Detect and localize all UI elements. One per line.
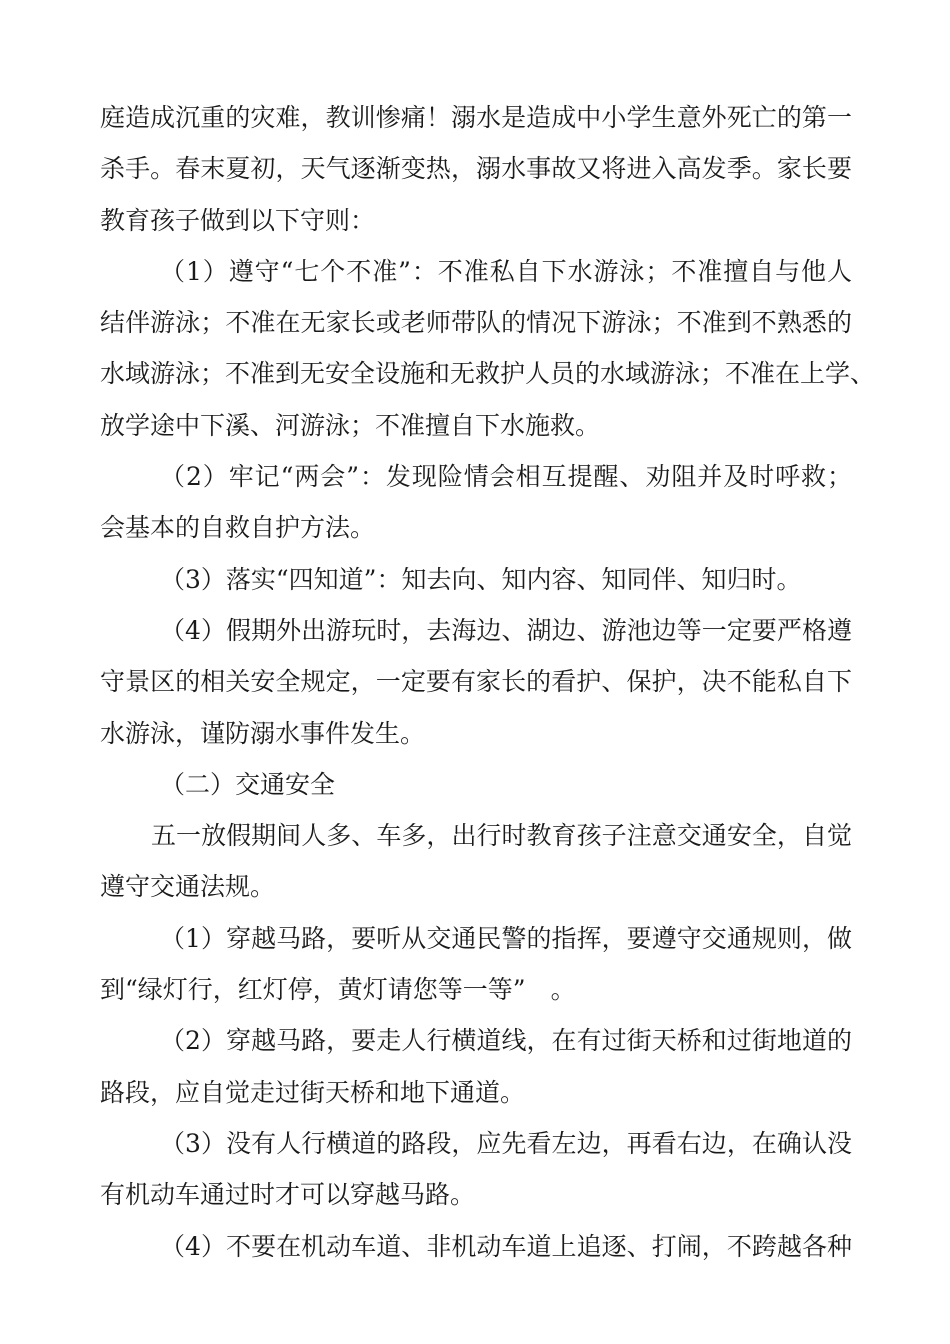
text-line: 水域游泳；不准到无安全设施和无救护人员的水域游泳；不准在上学、 bbox=[100, 359, 876, 389]
text-line: （4）不要在机动车道、非机动车道上追逐、打闹，不跨越各种 bbox=[160, 1231, 852, 1261]
text-line: （2）牢记“两会”：发现险情会相互提醒、劝阻并及时呼救； bbox=[160, 462, 852, 492]
text-line: 结伴游泳；不准在无家长或老师带队的情况下游泳；不准到不熟悉的 bbox=[100, 308, 852, 338]
text-line: 到“绿灯行，红灯停，黄灯请您等一等” 。 bbox=[100, 975, 576, 1005]
text-line: 放学途中下溪、河游泳；不准擅自下水施救。 bbox=[100, 410, 601, 440]
document-body bbox=[100, 92, 876, 1272]
section-heading: （二）交通安全 bbox=[160, 769, 336, 799]
text-line: （1）遵守“七个不准”：不准私自下水游泳；不准擅自与他人 bbox=[160, 256, 852, 286]
text-line: （3）落实“四知道”：知去向、知内容、知同伴、知归时。 bbox=[160, 564, 802, 594]
text-line: 会基本的自救自护方法。 bbox=[100, 513, 376, 543]
text-line: （1）穿越马路，要听从交通民警的指挥，要遵守交通规则，做 bbox=[160, 923, 852, 953]
text-line: （2）穿越马路，要走人行横道线，在有过街天桥和过街地道的 bbox=[160, 1026, 852, 1056]
text-line: （4）假期外出游玩时，去海边、湖边、游池边等一定要严格遵 bbox=[160, 615, 852, 645]
text-line: 遵守交通法规。 bbox=[100, 872, 276, 902]
text-line: 路段，应自觉走过街天桥和地下通道。 bbox=[100, 1077, 526, 1107]
text-line: 教育孩子做到以下守则： bbox=[100, 205, 376, 235]
text-line: 五一放假期间人多、车多，出行时教育孩子注意交通安全，自觉 bbox=[151, 821, 852, 851]
text-line: 守景区的相关安全规定，一定要有家长的看护、保护，决不能私自下 bbox=[100, 667, 852, 697]
text-line: （3）没有人行横道的路段，应先看左边，再看右边，在确认没 bbox=[160, 1128, 852, 1158]
text-line: 杀手。春末夏初，天气逐渐变热，溺水事故又将进入高发季。家长要 bbox=[100, 154, 852, 184]
text-line: 有机动车通过时才可以穿越马路。 bbox=[100, 1180, 476, 1210]
text-line: 水游泳，谨防溺水事件发生。 bbox=[100, 718, 426, 748]
text-line: 庭造成沉重的灾难，教训惨痛！溺水是造成中小学生意外死亡的第一 bbox=[100, 103, 852, 132]
